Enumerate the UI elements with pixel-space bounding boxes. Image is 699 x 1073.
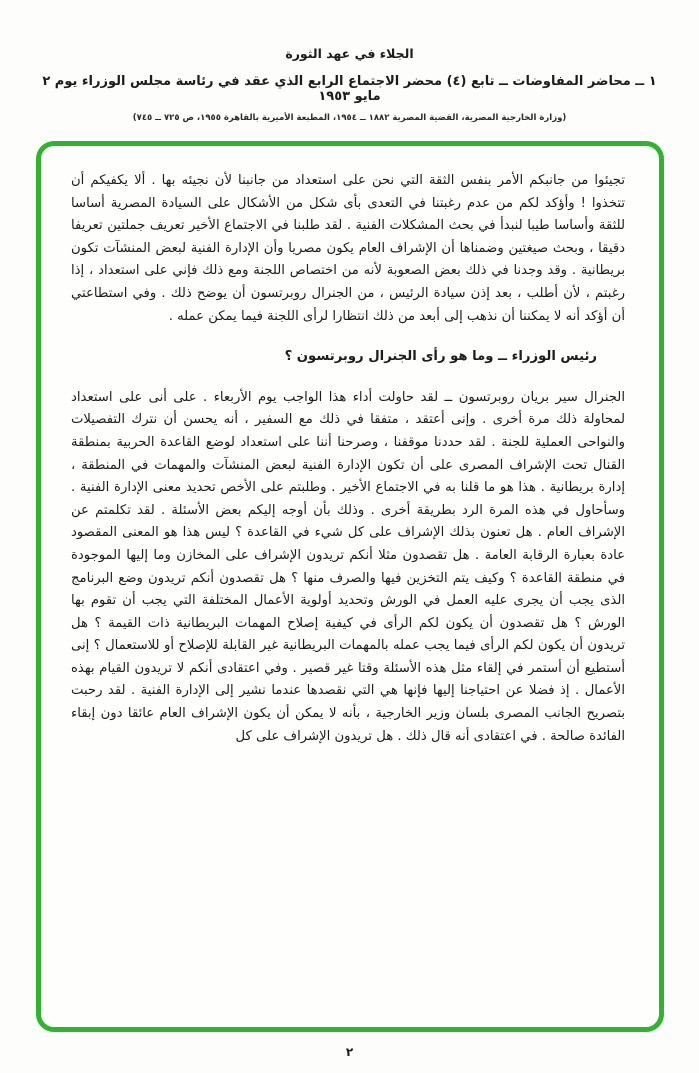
page-header — [0, 0, 699, 123]
source-citation: (وزارة الخارجية المصرية، القضية المصرية ١٨٨٢ ــ ١٩٥٤، المطبعة الأميرية بالقاهرة ١٩٥٥، ص ٧٢٥ ــ ٧٤٥) — [132, 113, 567, 123]
document-body — [41, 146, 659, 748]
content-border-box — [36, 141, 664, 1032]
document-title: الجلاء في عهد الثورة — [285, 46, 414, 61]
section-heading: ١ ــ محاضر المفاوضات ــ تابع (٤) محضر الاجتماع الرابع الذي عقد في رئاسة مجلس الوزراء يوم ٢ مايو ١٩٥٣ — [42, 74, 657, 104]
paragraph-2: الجنرال سير بريان روبرتسون ــ لقد حاولت أداء هذا الواجب يوم الأربعاء . على أنى على استعداد لمحاولة ذلك مرة أخرى . وإنى أعتقد ، متفقا في ذلك مع السفير ، أنه يحسن أن نترك التفصيلات والنواحى العملية للجنة . لقد حددنا موقفنا ، وصرحنا أننا على استعداد لوضع القاعدة الحربية بمنطقة القنال تحت الإشراف المصرى على أن تكون الإدارة الفنية لبعض المنشآت والمهمات في المنطقة ، إدارة بريطانية . هذا هو ما قلنا به في الاجتماع الأخير . وطلبتم على الأخص تحديد معنى الإدارة الفنية . وسأحاول في هذه المرة الرد بطريقة أخرى . وذلك بأن أوجه إليكم بعض الأسئلة . لقد تكلمتم عن الإشراف العام . هل تعنون بذلك الإشراف على كل شيء في القاعدة ؟ ليس هذا هو المعنى المقصود عادة بعبارة الرقابة العامة . هل تقصدون مثلا أنكم تريدون الإشراف على المخازن وما إليها الموجودة في منطقة القاعدة ؟ وكيف يتم التخزين فيها والصرف منها ؟ هل تقصدون أنكم تريدون وضع البرنامج الذى يجب أن يجرى عليه العمل في الورش وتحديد أولوية الأعمال المختلفة التي يجب أن تقوم بها الورش ؟ هل تقصدون أن يكون لكم الرأى في كيفية إصلاح المهمات البريطانية ذات القيمة ؟ هل تريدون أن يكون لكم الرأى فيما يجب عمله بالمهمات البريطانية غير القابلة للإصلاح أو للاستعمال ؟ إنى أستطيع أن أستمر في إلقاء مثل هذه الأسئلة وقتا غير قصير . وفي اعتقادى أنكم لا تريدون القيام بهذه الأعمال . إذ فضلا عن احتياجنا إليها فإنها هي التي نقصدها عندما نشير إلى الإدارة الفنية . لقد رحبت بتصريح الجانب المصرى بلسان وزير الخارجية ، بأنه لا يمكن أن يكون الإشراف العام عائقا دون إبقاء الفائدة صالحة . في اعتقادى أنه قال ذلك . هل تريدون الإشراف على كل — [71, 389, 625, 744]
page-number: ٢ — [345, 1045, 354, 1059]
speaker-question-heading: رئيس الوزراء ــ وما هو رأى الجنرال روبرتسون ؟ — [284, 349, 597, 365]
paragraph-1: تجيئوا من جانبكم الأمر بنفس الثقة التي نحن على استعداد من جانبنا لأن نجيئه بها . ألا يكفيكم أن تتخذوا ! وأؤكد لكم من عدم رغبتنا في التعدى بأى شكل من الأشكال على السيادة المصرية أساسا للثقة وأساسا طيبا لنبدأ في بحث المشكلات الفنية . لقد طلبنا في الاجتماع الأخير تعريف جملتين تعريفا دقيقا ، وبحث صيغتين وضمناها أن الإشراف العام يكون مصريا وأن الإدارة الفنية لبعض المنشآت تكون بريطانية . وقد وجدنا في ذلك بعض الصعوبة لأنه من اختصاص اللجنة ومع ذلك فإني على استعداد ، إذا رغبتم ، لأن أطلب ، بعد إذن سيادة الرئيس ، من الجنرال روبرتسون أن يوضح ذلك . وفي استطاعتي أن أؤكد أنه لا يمكننا أن نذهب إلى أبعد من ذلك انتظارا لرأى اللجنة فيما يمكن عمله . — [71, 173, 625, 324]
